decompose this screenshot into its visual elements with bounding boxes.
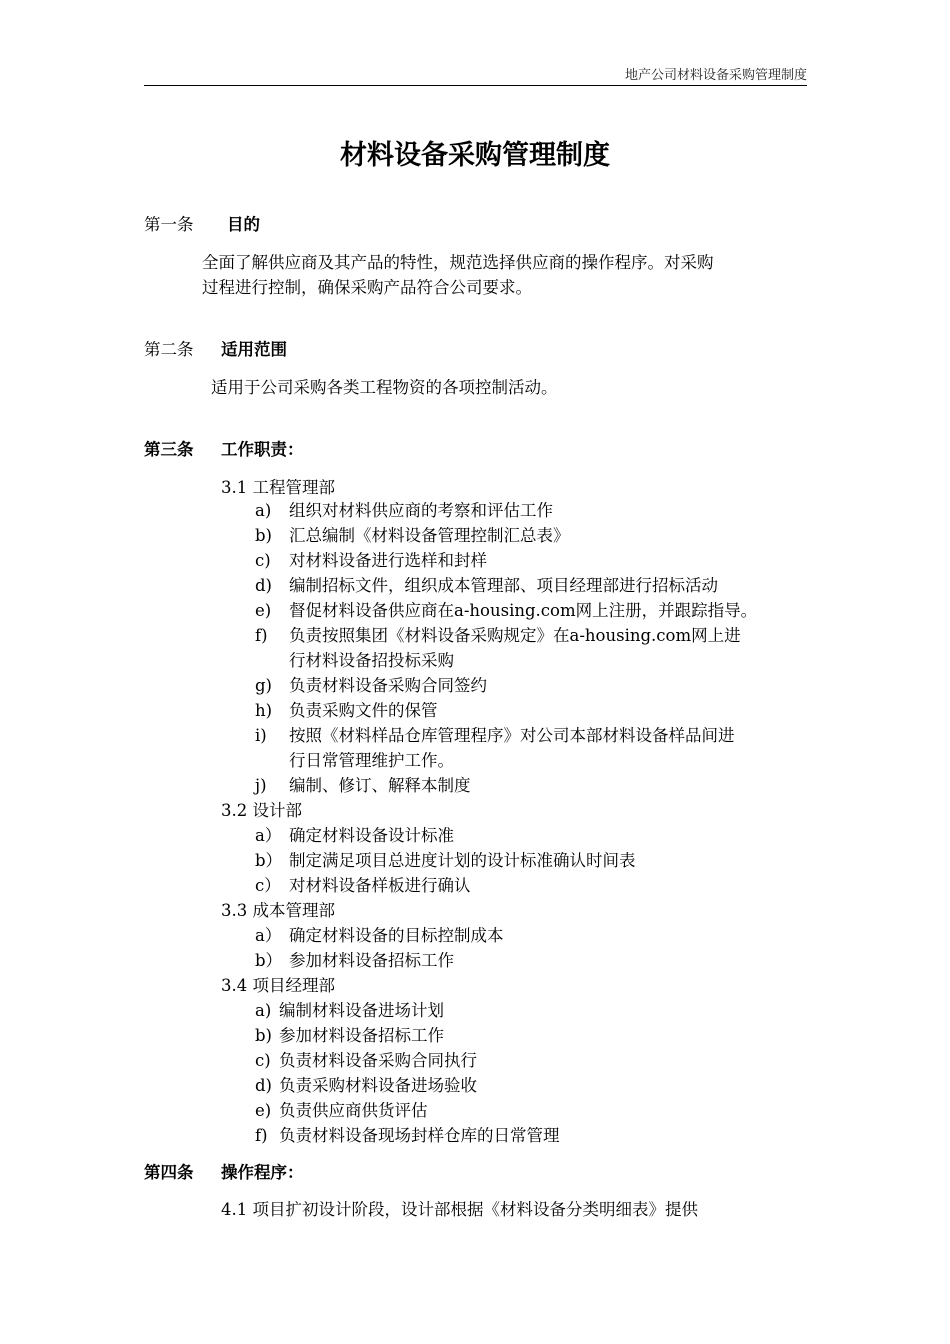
list-item [0, 700, 950, 722]
document-title: 材料设备采购管理制度 [340, 140, 610, 171]
list-item [0, 675, 950, 697]
item-marker: c） [255, 876, 281, 895]
list-item [0, 550, 950, 572]
list-item [0, 1000, 950, 1022]
item-text: 制定满足项目总进度计划的设计标准确认时间表 [289, 851, 636, 870]
item-marker: b） [255, 851, 283, 870]
list-item [0, 1100, 950, 1122]
item-marker: c) [255, 551, 271, 570]
list-item [0, 1025, 950, 1047]
article-3-title: 工作职责： [221, 440, 304, 459]
item-text: 负责供应商供货评估 [279, 1101, 428, 1120]
list-item [0, 525, 950, 547]
item-text-continuation: 行材料设备招投标采购 [289, 651, 454, 670]
list-item [0, 925, 950, 947]
header-rule [144, 85, 807, 86]
item-marker: f) [255, 626, 268, 645]
list-item [0, 1075, 950, 1097]
item-marker: h) [255, 701, 273, 720]
item-text: 负责采购文件的保管 [289, 701, 438, 720]
item-marker: a) [255, 1001, 272, 1020]
article-4-title: 操作程序： [221, 1163, 304, 1182]
list-item [0, 775, 950, 797]
item-text: 参加材料设备招标工作 [279, 1026, 444, 1045]
item-marker: b) [255, 1026, 272, 1045]
item-marker: d) [255, 576, 272, 595]
item-marker: e) [255, 601, 272, 620]
section-3-3-heading: 3.3 成本管理部 [221, 901, 335, 920]
article-1-text-line-2: 过程进行控制，确保采购产品符合公司要求。 [202, 278, 532, 297]
article-2-title: 适用范围 [221, 340, 287, 359]
item-text: 确定材料设备的目标控制成本 [289, 926, 504, 945]
item-marker: f) [255, 1126, 268, 1145]
list-item [0, 600, 950, 622]
item-marker: b) [255, 526, 272, 545]
list-item [0, 950, 950, 972]
article-2-text: 适用于公司采购各类工程物资的各项控制活动。 [211, 378, 558, 397]
list-item [0, 725, 950, 747]
item-text: 负责按照集团《材料设备采购规定》在a-housing.com网上进 [289, 626, 741, 645]
article-1-text-line-1: 全面了解供应商及其产品的特性，规范选择供应商的操作程序。对采购 [202, 253, 714, 272]
item-text: 负责采购材料设备进场验收 [279, 1076, 477, 1095]
item-marker: g) [255, 676, 272, 695]
item-text: 对材料设备样板进行确认 [289, 876, 471, 895]
item-marker: a） [255, 826, 282, 845]
list-item [0, 875, 950, 897]
list-item [0, 850, 950, 872]
item-marker: b） [255, 951, 283, 970]
article-1-title: 目的 [227, 215, 260, 234]
item-marker: i) [255, 726, 267, 745]
item-marker: c) [255, 1051, 271, 1070]
section-3-1-heading: 3.1 工程管理部 [221, 478, 335, 497]
item-text: 编制招标文件，组织成本管理部、项目经理部进行招标活动 [289, 576, 718, 595]
article-2-label: 第二条 [144, 340, 194, 359]
item-text: 按照《材料样品仓库管理程序》对公司本部材料设备样品间进 [289, 726, 735, 745]
article-1-label: 第一条 [144, 215, 194, 234]
item-marker: d) [255, 1076, 272, 1095]
running-header: 地产公司材料设备采购管理制度 [624, 68, 807, 83]
item-marker: a） [255, 926, 282, 945]
item-text: 参加材料设备招标工作 [289, 951, 454, 970]
item-marker: j) [255, 776, 267, 795]
item-marker: a) [255, 501, 272, 520]
item-marker: e) [255, 1101, 272, 1120]
article-3-label: 第三条 [144, 440, 194, 459]
list-item [0, 625, 950, 647]
item-text: 汇总编制《材料设备管理控制汇总表》 [289, 526, 570, 545]
item-text: 确定材料设备设计标准 [289, 826, 454, 845]
item-text: 负责材料设备采购合同执行 [279, 1051, 477, 1070]
list-item [0, 500, 950, 522]
list-item [0, 575, 950, 597]
item-text: 组织对材料供应商的考察和评估工作 [289, 501, 553, 520]
list-item [0, 825, 950, 847]
item-text: 督促材料设备供应商在a-housing.com网上注册，并跟踪指导。 [289, 601, 758, 620]
item-text: 编制材料设备进场计划 [279, 1001, 444, 1020]
item-text: 对材料设备进行选样和封样 [289, 551, 487, 570]
section-3-2-heading: 3.2 设计部 [221, 801, 302, 820]
section-3-4-heading: 3.4 项目经理部 [221, 976, 335, 995]
item-text: 负责材料设备采购合同签约 [289, 676, 487, 695]
item-text: 负责材料设备现场封样仓库的日常管理 [279, 1126, 560, 1145]
list-item [0, 1050, 950, 1072]
list-item [0, 1125, 950, 1147]
article-4-text-line-1: 4.1 项目扩初设计阶段，设计部根据《材料设备分类明细表》提供 [221, 1200, 698, 1219]
item-text: 编制、修订、解释本制度 [289, 776, 471, 795]
item-text-continuation: 行日常管理维护工作。 [289, 751, 454, 770]
article-4-label: 第四条 [144, 1163, 194, 1182]
